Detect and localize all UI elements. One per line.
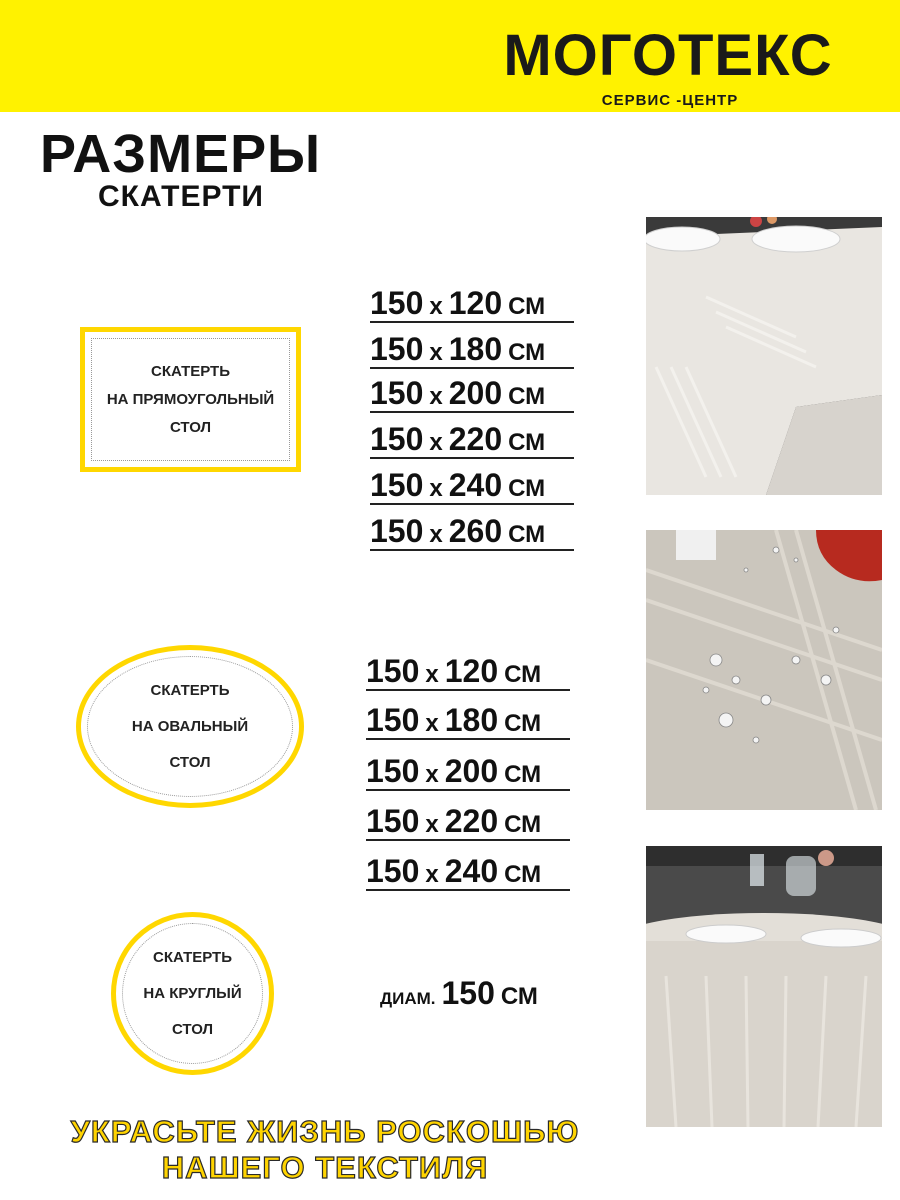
size-row bbox=[370, 511, 574, 551]
size-length: 200 bbox=[444, 753, 499, 789]
slogan-line: УКРАСЬТЕ ЖИЗНЬ РОСКОШЬЮ bbox=[70, 1114, 580, 1149]
size-times: х bbox=[429, 339, 443, 366]
size-unit: СМ bbox=[508, 475, 546, 502]
size-length: 260 bbox=[448, 513, 503, 549]
size-length: 240 bbox=[448, 467, 503, 503]
size-width: 150 bbox=[370, 285, 424, 321]
round-label-box bbox=[111, 912, 274, 1075]
brand-tagline: СЕРВИС -ЦЕНТР bbox=[601, 92, 739, 109]
rectangular-tablecloth-photo bbox=[646, 217, 882, 495]
size-row bbox=[370, 419, 574, 459]
size-unit: СМ bbox=[504, 811, 542, 838]
oval-label-line: НА ОВАЛЬНЫЙ bbox=[131, 717, 249, 735]
size-row bbox=[366, 751, 570, 791]
size-row bbox=[366, 700, 570, 740]
rectangular-label-line: СТОЛ bbox=[169, 418, 212, 436]
size-unit: СМ bbox=[508, 429, 546, 456]
size-width: 150 bbox=[366, 653, 420, 689]
size-width: 150 bbox=[366, 803, 420, 839]
size-unit: СМ bbox=[504, 661, 542, 688]
size-unit: СМ bbox=[504, 861, 542, 888]
round-tablecloth-photo bbox=[646, 846, 882, 1127]
size-unit: СМ bbox=[508, 383, 546, 410]
round-label-line: СТОЛ bbox=[171, 1020, 214, 1038]
oval-label-line: СТОЛ bbox=[169, 753, 211, 771]
size-row bbox=[366, 801, 570, 841]
brand-logo: МОГОТЕКС bbox=[503, 23, 833, 88]
size-length: 220 bbox=[444, 803, 499, 839]
round-label-line: СКАТЕРТЬ bbox=[153, 948, 232, 966]
rectangular-label-line: СКАТЕРТЬ bbox=[151, 362, 230, 380]
diameter-label: ДИАМ. bbox=[380, 989, 436, 1008]
oval-label-box bbox=[76, 645, 304, 808]
size-width: 150 bbox=[370, 331, 424, 367]
size-times: х bbox=[425, 811, 439, 838]
size-width: 150 bbox=[370, 467, 424, 503]
size-times: х bbox=[425, 861, 439, 888]
size-row bbox=[370, 465, 574, 505]
slogan-line: НАШЕГО ТЕКСТИЛЯ bbox=[161, 1150, 489, 1185]
size-unit: СМ bbox=[508, 293, 546, 320]
size-length: 220 bbox=[448, 421, 503, 457]
size-length: 200 bbox=[448, 375, 503, 411]
size-row bbox=[366, 851, 570, 891]
diameter-unit: СМ bbox=[500, 983, 538, 1010]
size-width: 150 bbox=[366, 853, 420, 889]
size-row bbox=[370, 283, 574, 323]
size-width: 150 bbox=[370, 375, 424, 411]
diameter-value: 150 bbox=[441, 975, 495, 1011]
size-unit: СМ bbox=[508, 521, 546, 548]
rectangular-label-line: НА ПРЯМОУГОЛЬНЫЙ bbox=[106, 390, 275, 408]
oval-label-line: СКАТЕРТЬ bbox=[150, 681, 230, 699]
oval-tablecloth-photo bbox=[646, 530, 882, 810]
page-subtitle: СКАТЕРТИ bbox=[98, 180, 264, 213]
size-length: 240 bbox=[444, 853, 499, 889]
size-width: 150 bbox=[370, 513, 424, 549]
size-unit: СМ bbox=[504, 710, 542, 737]
size-times: х bbox=[429, 383, 443, 410]
size-times: х bbox=[425, 761, 439, 788]
size-row bbox=[370, 373, 574, 413]
size-times: х bbox=[429, 475, 443, 502]
size-row bbox=[370, 329, 574, 369]
size-unit: СМ bbox=[504, 761, 542, 788]
size-width: 150 bbox=[370, 421, 424, 457]
size-length: 180 bbox=[448, 331, 503, 367]
size-width: 150 bbox=[366, 753, 420, 789]
rectangular-label-box bbox=[80, 327, 301, 472]
size-times: х bbox=[429, 429, 443, 456]
size-width: 150 bbox=[366, 702, 420, 738]
diameter-row bbox=[380, 973, 538, 1020]
page-title: РАЗМЕРЫ bbox=[40, 124, 321, 184]
size-unit: СМ bbox=[508, 339, 546, 366]
size-times: х bbox=[429, 521, 443, 548]
size-times: х bbox=[425, 710, 439, 737]
size-times: х bbox=[429, 293, 443, 320]
size-length: 120 bbox=[448, 285, 503, 321]
size-length: 180 bbox=[444, 702, 499, 738]
round-label-line: НА КРУГЛЫЙ bbox=[143, 984, 242, 1002]
size-times: х bbox=[425, 661, 439, 688]
size-length: 120 bbox=[444, 653, 499, 689]
size-row bbox=[366, 651, 570, 691]
